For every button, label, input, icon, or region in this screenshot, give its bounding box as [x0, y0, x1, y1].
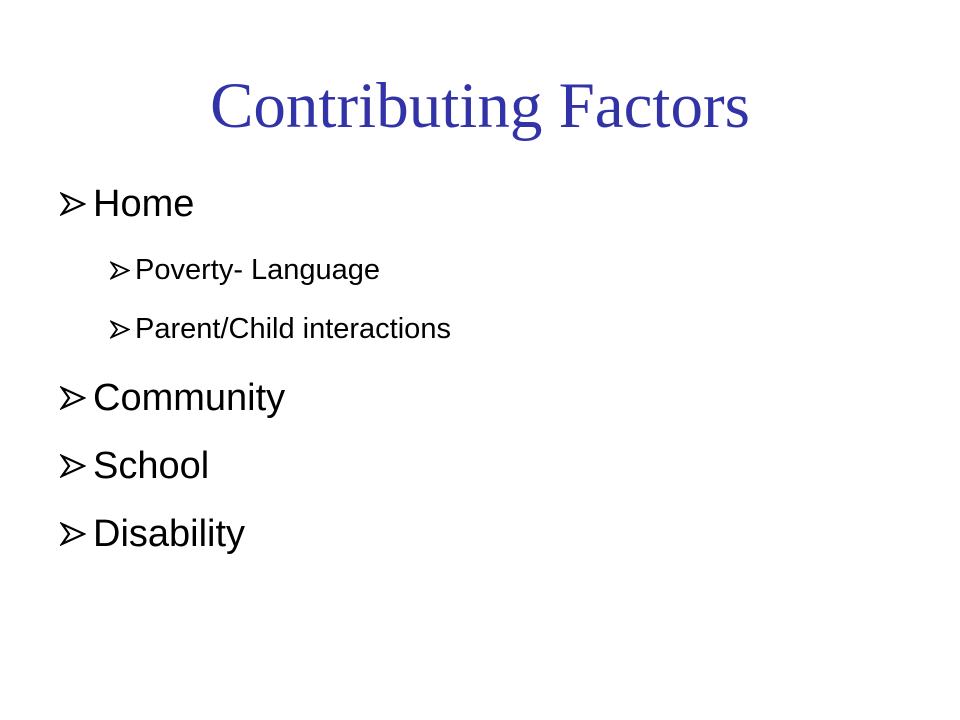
slide-title: Contributing Factors — [210, 70, 750, 142]
bullet-item-school — [60, 444, 209, 488]
arrowhead-bullet-icon — [110, 320, 130, 339]
bullet-text: Home — [93, 183, 195, 225]
bullet-text: Parent/Child interactions — [135, 313, 451, 345]
arrowhead-bullet-icon — [110, 261, 130, 280]
bullet-item-home — [60, 182, 194, 226]
sub-bullet-item-poverty-language — [110, 252, 380, 288]
bullet-item-community — [60, 376, 285, 420]
arrowhead-bullet-icon — [60, 192, 86, 216]
sub-bullet-item-parent-child-interactions — [110, 311, 451, 347]
bullet-text: School — [93, 445, 210, 487]
arrowhead-bullet-icon — [60, 386, 86, 410]
arrowhead-bullet-icon — [60, 454, 86, 478]
bullet-text: Community — [93, 377, 286, 419]
bullet-text: Disability — [93, 513, 246, 555]
arrowhead-bullet-icon — [60, 522, 86, 546]
bullet-item-disability — [60, 512, 245, 556]
bullet-text: Poverty- Language — [135, 254, 381, 286]
